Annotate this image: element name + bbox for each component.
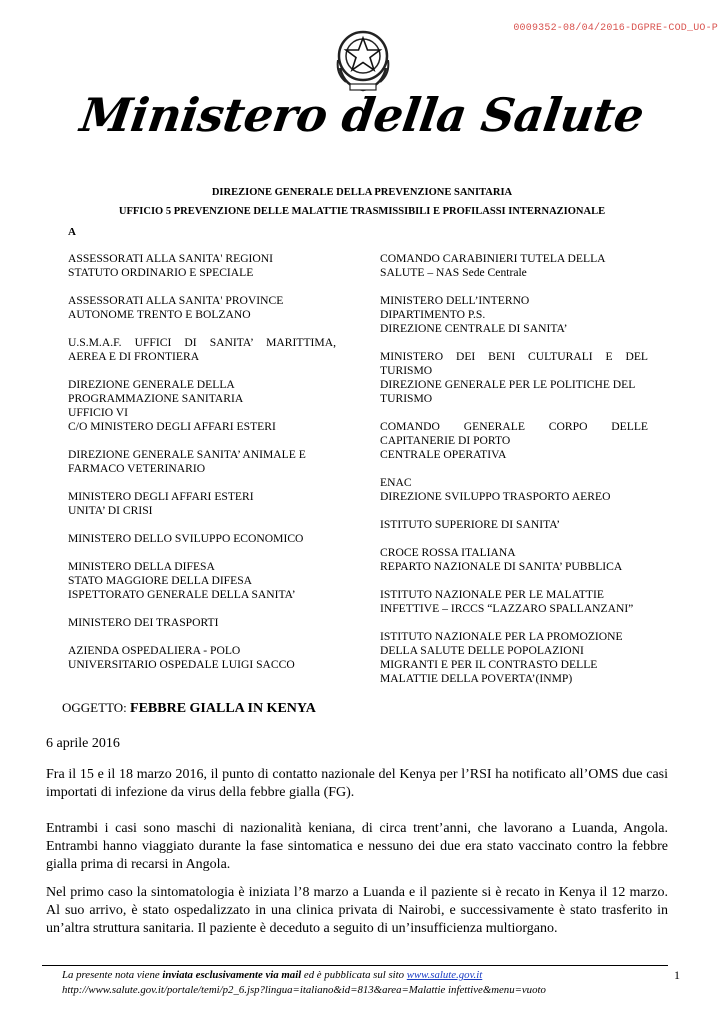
recipient-line: SALUTE – NAS Sede Centrale <box>380 266 527 279</box>
recipient-line: UFFICIO VI <box>68 406 129 419</box>
letter-date: 6 aprile 2016 <box>46 736 120 751</box>
recipient-line: C/O MINISTERO DEGLI AFFARI ESTERI <box>68 420 276 433</box>
department-name: DIREZIONE GENERALE DELLA PREVENZIONE SANITARIA <box>211 187 513 198</box>
body-paragraph: Fra il 15 e il 18 marzo 2016, il punto di contatto nazionale del Kenya per l’RSI ha notificato all’OMS due casi importati di infezione da virus della febbre gialla (FG). <box>46 767 668 800</box>
recipient-line: DIREZIONE GENERALE DELLA <box>68 378 235 391</box>
recipient-line: MINISTERO DEGLI AFFARI ESTERI <box>68 490 254 503</box>
recipient-line: MINISTERO DELLO SVILUPPO ECONOMICO <box>68 532 304 545</box>
recipient-line: UNITA’ DI CRISI <box>68 504 153 517</box>
recipients-label: A <box>68 226 76 238</box>
recipient-line: STATUTO ORDINARIO E SPECIALE <box>68 266 254 279</box>
recipient-entry <box>68 448 336 476</box>
recipient-line: COMANDO CARABINIERI TUTELA DELLA <box>380 252 606 265</box>
recipient-line: MINISTERO DEI TRASPORTI <box>68 616 219 629</box>
recipient-entry <box>68 378 336 434</box>
footer-note-middle: ed è pubblicata sul sito <box>301 969 407 981</box>
recipient-line: UNIVERSITARIO OSPEDALE LUIGI SACCO <box>68 658 295 671</box>
recipient-line: PROGRAMMAZIONE SANITARIA <box>68 392 244 405</box>
recipient-line: AZIENDA OSPEDALIERA - POLO <box>68 644 241 657</box>
recipient-line: ENAC <box>380 476 412 489</box>
protocol-number: 0009352-08/04/2016-DGPRE-COD_UO-P <box>513 23 718 34</box>
recipient-entry <box>380 420 648 462</box>
site-link[interactable]: www.salute.gov.it <box>406 969 483 981</box>
recipient-entry <box>68 252 336 280</box>
recipient-entry <box>380 546 648 574</box>
footer-divider <box>42 965 668 966</box>
recipient-entry <box>380 518 648 532</box>
recipient-entry <box>68 560 336 602</box>
body-paragraph: Entrambi i casi sono maschi di nazionalità keniana, di circa trent’anni, che lavorano a Luanda, Angola. Entrambi hanno viaggiato durante la fase sintomatica e nessuno dei due era stato vaccinato contro la febbre gialla prima di recarsi in Angola. <box>46 821 668 872</box>
recipient-line: CROCE ROSSA ITALIANA <box>380 546 516 559</box>
recipient-line: TURISMO <box>380 392 433 405</box>
italian-republic-emblem-icon <box>332 24 394 96</box>
subject-text: FEBBRE GIALLA IN KENYA <box>130 701 316 716</box>
recipient-line: CAPITANERIE DI PORTO <box>380 434 511 447</box>
office-name: UFFICIO 5 PREVENZIONE DELLE MALATTIE TRASMISSIBILI E PROFILASSI INTERNAZIONALE <box>118 206 606 217</box>
recipient-line: MIGRANTI E PER IL CONTRASTO DELLE <box>380 658 598 671</box>
recipient-entry <box>68 294 336 322</box>
recipient-line: ISTITUTO NAZIONALE PER LA PROMOZIONE <box>380 630 623 643</box>
recipient-line: AEREA E DI FRONTIERA <box>68 350 200 363</box>
recipient-line: U.S.M.A.F. UFFICI DI SANITA’ MARITTIMA, <box>68 336 336 349</box>
recipient-line: STATO MAGGIORE DELLA DIFESA <box>68 574 253 587</box>
recipient-line: MINISTERO DEI BENI CULTURALI E DEL <box>380 350 648 363</box>
recipient-entry <box>68 616 336 630</box>
recipient-entry <box>68 532 336 546</box>
recipients-right-column <box>380 252 648 700</box>
recipient-line: MALATTIE DELLA POVERTA’(INMP) <box>380 672 573 685</box>
recipient-line: ASSESSORATI ALLA SANITA' REGIONI <box>68 252 274 265</box>
footer-note-prefix: La presente nota viene <box>62 969 163 981</box>
recipient-line: ISPETTORATO GENERALE DELLA SANITA’ <box>68 588 296 601</box>
ministry-title: Ministero della Salute <box>77 88 647 142</box>
recipient-line: ASSESSORATI ALLA SANITA' PROVINCE <box>68 294 284 307</box>
subject-line <box>62 700 316 717</box>
recipient-line: REPARTO NAZIONALE DI SANITA’ PUBBLICA <box>380 560 623 573</box>
recipient-entry <box>68 336 336 364</box>
footer-note-bold: inviata esclusivamente via mail <box>162 969 302 981</box>
recipient-line: DELLA SALUTE DELLE POPOLAZIONI <box>380 644 584 657</box>
recipient-entry <box>380 252 648 280</box>
recipient-line: CENTRALE OPERATIVA <box>380 448 507 461</box>
recipient-line: DIREZIONE GENERALE PER LE POLITICHE DEL <box>380 378 636 391</box>
recipient-line: TURISMO <box>380 364 433 377</box>
page-number: 1 <box>674 968 680 982</box>
subject-label: OGGETTO: <box>62 700 127 715</box>
recipient-line: FARMACO VETERINARIO <box>68 462 206 475</box>
recipient-entry <box>380 350 648 406</box>
recipient-line: ISTITUTO NAZIONALE PER LE MALATTIE <box>380 588 604 601</box>
recipient-entry <box>380 588 648 616</box>
recipient-line: AUTONOME TRENTO E BOLZANO <box>68 308 251 321</box>
recipient-line: MINISTERO DELLA DIFESA <box>68 560 215 573</box>
recipient-line: DIREZIONE CENTRALE DI SANITA’ <box>380 322 568 335</box>
recipient-line: DIREZIONE SVILUPPO TRASPORTO AEREO <box>380 490 611 503</box>
recipients-left-column <box>68 252 336 686</box>
recipient-entry <box>380 476 648 504</box>
recipient-line: DIPARTIMENTO P.S. <box>380 308 486 321</box>
recipient-entry <box>380 630 648 686</box>
recipient-entry <box>68 490 336 518</box>
footer-note <box>62 968 546 998</box>
recipient-line: ISTITUTO SUPERIORE DI SANITA’ <box>380 518 561 531</box>
recipient-line: INFETTIVE – IRCCS “LAZZARO SPALLANZANI” <box>380 602 634 615</box>
footer-url: http://www.salute.gov.it/portale/temi/p2_6.jsp?lingua=italiano&id=813&area=Malattie infettive&menu=vuoto <box>62 984 546 996</box>
recipient-entry <box>68 644 336 672</box>
recipient-entry <box>380 294 648 336</box>
body-paragraph: Nel primo caso la sintomatologia è iniziata l’8 marzo a Luanda e il paziente si è recato in Kenya il 12 marzo. Al suo arrivo, è stato ospedalizzato in una clinica privata di Nairobi, e successivamente è stato trasferito in un’altra struttura sanitaria. Il paziente è deceduto a seguito di un’insufficienza multiorgano. <box>46 885 668 936</box>
recipient-line: COMANDO GENERALE CORPO DELLE <box>380 420 648 433</box>
recipient-line: DIREZIONE GENERALE SANITA’ ANIMALE E <box>68 448 306 461</box>
recipient-line: MINISTERO DELL’INTERNO <box>380 294 530 307</box>
